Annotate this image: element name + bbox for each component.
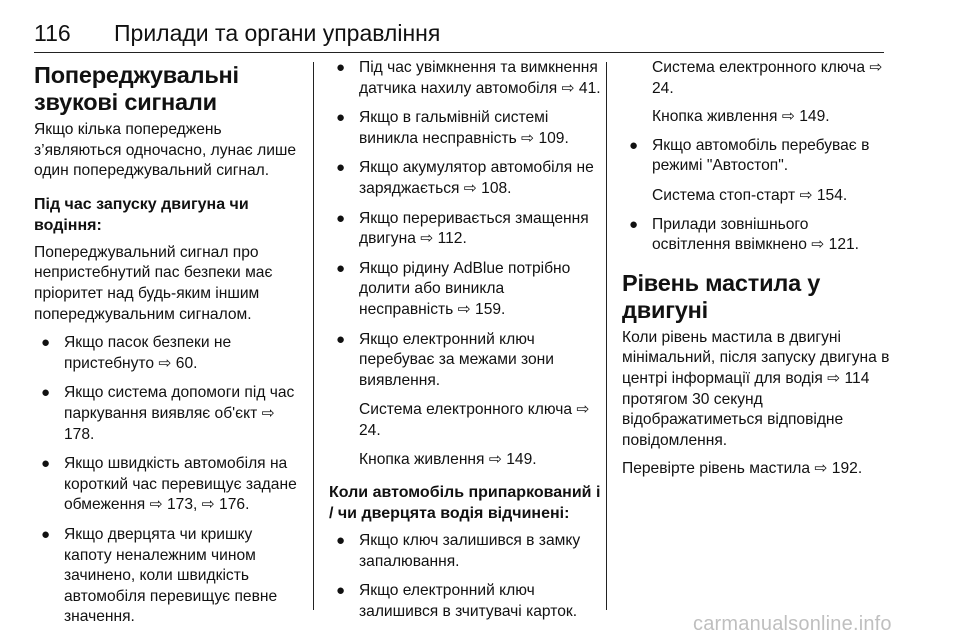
cross-reference-electronic-key: Система електронного ключа ⇨ 24. xyxy=(652,59,883,97)
bullet-icon: ● xyxy=(336,109,346,127)
list-item: ● Якщо автомобіль перебуває в режимі "Автостоп". xyxy=(629,136,870,175)
bullet-icon: ● xyxy=(41,334,51,352)
list-item: ● Якщо система допомоги під час паркування виявляє об'єкт ⇨ 178. xyxy=(41,384,295,443)
bullet-icon: ● xyxy=(336,582,346,600)
list-item: ● Якщо швидкість автомобіля на короткий час перевищує задане обмеження ⇨ 173, ⇨ 176. xyxy=(41,455,297,514)
list-item: ● Якщо в гальмівній системі виникла несправність ⇨ 109. xyxy=(336,109,569,147)
list-item: ● Якщо ключ залишився в замку запалювання. xyxy=(336,532,581,570)
list-item: ● Якщо рідину AdBlue потрібно долити або виникла несправність ⇨ 159. xyxy=(336,259,571,318)
watermark-text: carmanualsonline.info xyxy=(693,613,892,635)
cross-reference-power-button: Кнопка живлення ⇨ 149. xyxy=(652,108,830,126)
intro-paragraph: Якщо кілька попереджень з’являються одночасно, лунає лише один попереджувальний сигнал. xyxy=(34,121,297,180)
bullet-icon: ● xyxy=(336,159,346,177)
list-item: ● Якщо акумулятор автомобіля не заряджається ⇨ 108. xyxy=(336,159,594,197)
cross-reference-electronic-key: Система електронного ключа ⇨ 24. xyxy=(359,401,590,439)
bullet-icon: ● xyxy=(629,136,639,154)
cross-reference-power-button: Кнопка живлення ⇨ 149. xyxy=(359,450,537,468)
seatbelt-priority-paragraph: Попереджувальний сигнал про непристебнутий пас безпеки має пріоритет над будь-яким іншим попереджувальним сигналом. xyxy=(34,243,273,323)
cross-reference-stop-start: Система стоп-старт ⇨ 154. xyxy=(652,186,848,204)
page-number: 116 xyxy=(34,20,71,46)
bullet-icon: ● xyxy=(336,532,346,550)
bullet-icon: ● xyxy=(336,209,346,227)
list-item: ● Якщо дверцята чи кришку капоту неналежним чином зачинено, коли швидкість автомобіля перевищує певне значення. xyxy=(41,525,278,626)
bullet-icon: ● xyxy=(41,384,51,402)
list-item: ● Якщо пасок безпеки не пристебнуто ⇨ 60. xyxy=(41,334,232,372)
list-item: ● Якщо електронний ключ перебуває за межами зони виявлення. xyxy=(336,330,554,389)
bullet-icon: ● xyxy=(336,259,346,277)
chapter-title: Прилади та органи управління xyxy=(114,20,441,46)
list-item: ● Прилади зовнішнього освітлення ввімкнено ⇨ 121. xyxy=(629,215,860,254)
page-header xyxy=(34,18,884,53)
bullet-icon: ● xyxy=(41,455,51,473)
subheading-starting-driving: Під час запуску двигуна чи водіння: xyxy=(34,195,249,234)
section-heading-engine-oil: Рівень мастила у двигуні xyxy=(622,269,821,323)
bullet-icon: ● xyxy=(336,59,346,76)
column-1 xyxy=(34,58,302,637)
bullet-icon: ● xyxy=(41,525,51,543)
column-divider-2 xyxy=(606,62,607,610)
column-divider-1 xyxy=(313,62,314,610)
list-item: ● Якщо електронний ключ залишився в зчитувачі карток. xyxy=(336,582,578,620)
column-3 xyxy=(622,58,890,488)
bullet-icon: ● xyxy=(629,215,639,233)
check-oil-paragraph: Перевірте рівень мастила ⇨ 192. xyxy=(622,460,863,478)
list-item: ● Під час увімкнення та вимкнення датчика нахилу автомобіля ⇨ 41. xyxy=(336,59,601,97)
list-item: ● Якщо переривається змащення двигуна ⇨ 112. xyxy=(336,209,589,248)
subheading-parked-door-open: Коли автомобіль припаркований і / чи дверцята водія відчинені: xyxy=(329,484,601,523)
section-heading-warning-chimes: Попереджувальні звукові сигнали xyxy=(34,62,239,115)
bullet-icon: ● xyxy=(336,330,346,348)
column-2 xyxy=(329,58,601,631)
oil-level-paragraph: Коли рівень мастила в двигуні мінімальний, після запуску двигуна в центрі інформації для водія ⇨ 114 протягом 30 секунд відображатиметься відповідне повідомлення. xyxy=(622,328,890,449)
